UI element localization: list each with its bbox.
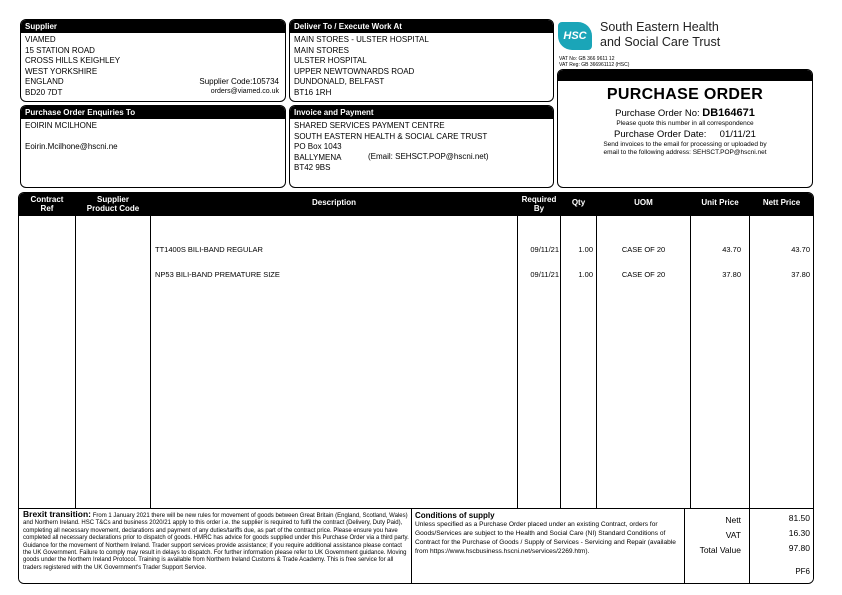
row-qty: 1.00 [578, 270, 593, 279]
invoice-line: SHARED SERVICES PAYMENT CENTRE [294, 121, 445, 130]
supplier-header: Supplier [21, 20, 285, 33]
trust-name [600, 20, 720, 50]
conditions-text: Unless specified as a Purchase Order placed under an existing Contract, orders for Goods/Services are subject to the Health and Social Care (NI) Standard Conditions of Contract for the Purchase of Goods / Supply of Services - Servicing and Repair (available from https://www.hscbusiness.hscni.net/services/2269.htm). [415, 521, 676, 555]
brexit-notice [23, 511, 409, 583]
enquiries-box [20, 105, 286, 188]
footer-divider [749, 509, 750, 584]
supplier-email: orders@viamed.co.uk [210, 88, 279, 95]
footer-divider [411, 509, 412, 584]
vat-reg: VAT Reg: GB 366961112 (HSC) [559, 62, 630, 68]
enquiries-email: Eoirin.Mcilhone@hscni.ne [25, 141, 118, 151]
vat-total: 16.30 [788, 528, 810, 538]
conditions-of-supply [415, 511, 683, 583]
nett-label: Nett [725, 515, 741, 525]
po-invoice-note: email to the following address: SEHSCT.POP@hscni.net [603, 149, 767, 156]
trust-name-line1: South Eastern Health [600, 20, 719, 34]
supplier-line: WEST YORKSHIRE [25, 66, 98, 76]
column-divider [150, 193, 151, 508]
hsc-logo: HSC [558, 22, 592, 50]
supplier-line: CROSS HILLS KEIGHLEY [25, 56, 121, 65]
invoice-header: Invoice and Payment [290, 106, 553, 119]
purchase-order-box [557, 69, 813, 188]
deliver-line: UPPER NEWTOWNARDS ROAD [294, 66, 415, 76]
deliver-line: MAIN STORES - ULSTER HOSPITAL [294, 35, 429, 44]
col-unit-price: Unit Price [701, 198, 739, 207]
row-uom: CASE OF 20 [621, 270, 666, 279]
po-number: DB164671 [702, 107, 755, 119]
vat-number: VAT No: GB 366 9611 12 [559, 56, 615, 62]
nett-total: 81.50 [788, 513, 810, 523]
deliver-line: BT16 1RH [294, 87, 332, 97]
col-nett-price: Nett Price [762, 198, 801, 207]
col-contract-ref: Contract Ref [30, 195, 64, 213]
invoice-box [289, 105, 554, 188]
col-uom: UOM [634, 198, 653, 207]
supplier-line: BD20 7DT [25, 87, 63, 97]
row-nett-price: 37.80 [791, 270, 810, 279]
brexit-title: Brexit transition: [23, 511, 92, 519]
row-description: TT1400S BILI-BAND REGULAR [155, 245, 263, 254]
column-divider [517, 193, 518, 508]
column-divider [749, 193, 750, 508]
deliver-line: DUNDONALD, BELFAST [294, 77, 385, 86]
po-title: PURCHASE ORDER [606, 86, 764, 103]
invoice-line: BALLYMENA [294, 152, 342, 162]
invoice-line: BT42 9BS [294, 163, 331, 172]
po-date-label: Purchase Order Date: [614, 129, 707, 140]
row-description: NP53 BILI-BAND PREMATURE SIZE [155, 270, 280, 279]
invoice-line: PO Box 1043 [294, 142, 342, 151]
column-divider [690, 193, 691, 508]
row-uom: CASE OF 20 [621, 245, 666, 254]
invoice-email: (Email: SEHSCT.POP@hscni.net) [368, 152, 489, 161]
column-divider [596, 193, 597, 508]
supplier-line: 15 STATION ROAD [25, 45, 95, 55]
brexit-text: From 1 January 2021 there will be new rules for movement of goods between Great Britain (England, Scotland, Wales) and Northern Ireland. HSC T&Cs and business 2020/21 apply to this order i.e. the supplier is required to fulfil the contract (Delivery, Duty Paid), completing all necessary movement, declarations and payment of any duties/tariffs due, as part of the contract price. Please ensure you have completed all necessary declarations prior to dispatch of goods. HMRC has advice for goods supplied under this Purchase Order via a third party. Guidance for the movement of Northern Ireland. Trader support services provide assistance; if you require additional assistance please contact the UK Government. Failure to comply may result in delays to dispatch. For further information please refer to UK Government guidance. Moving goods under the Northern Ireland Protocol. Training is available from Northern Ireland Customs & Trade Academy. This is free service for all traders registered with the UK Government's Trader Support Service. [23, 513, 409, 571]
row-required-by: 09/11/21 [530, 270, 559, 279]
col-supplier-code: Supplier Product Code [86, 195, 140, 213]
column-divider [75, 193, 76, 508]
po-date: 01/11/21 [719, 129, 756, 140]
col-required-by: Required By [521, 195, 557, 213]
row-unit-price: 37.80 [722, 270, 741, 279]
page-code: PF6 [795, 567, 810, 576]
invoice-line: SOUTH EASTERN HEALTH & SOCIAL CARE TRUST [294, 131, 488, 141]
enquiries-name: EOIRIN MCILHONE [25, 121, 98, 130]
po-header-bar [558, 70, 812, 81]
vat-label: VAT [725, 530, 741, 540]
supplier-code: Supplier Code:105734 [199, 77, 279, 86]
supplier-line: VIAMED [25, 35, 56, 44]
column-divider [560, 193, 561, 508]
enquiries-header: Purchase Order Enquiries To [21, 106, 285, 119]
row-qty: 1.00 [578, 245, 593, 254]
total-value-label: Total Value [699, 545, 741, 555]
po-quote-note: Please quote this number in all correspondence [616, 120, 754, 127]
deliver-header: Deliver To / Execute Work At [290, 20, 553, 33]
order-footer [19, 508, 813, 584]
row-required-by: 09/11/21 [530, 245, 559, 254]
table-header [19, 193, 813, 216]
order-lines-table [18, 192, 814, 584]
po-number-label: Purchase Order No: [615, 108, 700, 119]
supplier-line: ENGLAND [25, 77, 64, 86]
supplier-box [20, 19, 286, 102]
col-description: Description [311, 198, 356, 207]
col-qty: Qty [571, 198, 586, 207]
deliver-line: ULSTER HOSPITAL [294, 56, 367, 65]
deliver-box [289, 19, 554, 102]
total-value: 97.80 [788, 543, 810, 553]
conditions-title: Conditions of supply [415, 511, 495, 520]
row-nett-price: 43.70 [791, 245, 810, 254]
deliver-line: MAIN STORES [294, 45, 349, 55]
po-invoice-note: Send invoices to the email for processing or uploaded by [603, 141, 767, 148]
trust-name-line2: and Social Care Trust [600, 35, 721, 49]
row-unit-price: 43.70 [722, 245, 741, 254]
